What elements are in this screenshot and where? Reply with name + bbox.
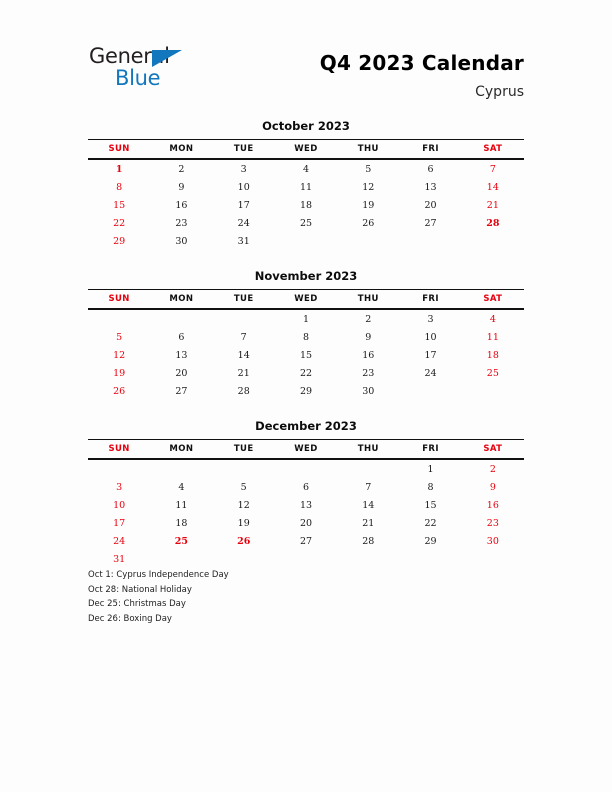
calendar-day-cell[interactable]: 10 xyxy=(113,499,126,511)
calendar-week-row xyxy=(88,214,524,232)
calendar-day-cell[interactable]: 19 xyxy=(237,517,250,529)
calendar-day-cell[interactable]: 5 xyxy=(116,331,123,343)
calendar-day-cell[interactable]: 27 xyxy=(175,385,188,397)
calendar-cell-empty xyxy=(337,459,399,478)
weekday-header-fri: FRI xyxy=(399,140,461,160)
calendar-cell-empty xyxy=(213,550,275,568)
calendar-day-cell[interactable]: 6 xyxy=(178,331,185,343)
calendar-day-cell[interactable]: 11 xyxy=(299,181,313,193)
calendar-day-cell[interactable]: 5 xyxy=(365,163,372,175)
weekday-header-wed: WED xyxy=(275,290,337,310)
calendar-table-december xyxy=(88,439,524,568)
calendar-day-cell[interactable]: 15 xyxy=(299,349,313,361)
calendar-day-cell[interactable]: 16 xyxy=(175,199,188,211)
holiday-note-item: Oct 28: National Holiday xyxy=(88,584,192,595)
triangle-icon xyxy=(152,50,182,67)
calendar-day-cell[interactable]: 8 xyxy=(302,331,309,343)
calendar-day-cell[interactable]: 30 xyxy=(175,235,188,247)
page-title: Q4 2023 Calendar xyxy=(319,51,524,75)
calendar-day-cell[interactable]: 27 xyxy=(424,217,437,229)
calendar-day-cell[interactable]: 25 xyxy=(174,535,189,547)
calendar-day-cell[interactable]: 18 xyxy=(299,199,313,211)
calendar-day-cell[interactable]: 28 xyxy=(486,217,500,229)
calendar-day-cell[interactable]: 17 xyxy=(237,199,250,211)
calendar-week-row xyxy=(88,196,524,214)
calendar-day-cell[interactable]: 24 xyxy=(113,535,126,547)
logo-text-general: General xyxy=(89,44,170,68)
calendar-cell-empty xyxy=(462,382,524,400)
weekday-header-sun: SUN xyxy=(88,140,150,160)
calendar-day-cell[interactable]: 27 xyxy=(299,535,313,547)
calendar-day-cell[interactable]: 24 xyxy=(424,367,437,379)
calendar-day-cell[interactable]: 31 xyxy=(113,553,126,565)
calendar-day-cell[interactable]: 11 xyxy=(486,331,499,343)
calendar-day-cell[interactable]: 12 xyxy=(237,499,250,511)
calendar-day-cell[interactable]: 16 xyxy=(486,499,499,511)
calendar-cell-empty xyxy=(213,309,275,328)
calendar-day-cell[interactable]: 15 xyxy=(113,199,126,211)
calendar-week-row xyxy=(88,232,524,250)
calendar-week-row xyxy=(88,382,524,400)
month-block-october xyxy=(88,119,524,250)
calendar-day-cell[interactable]: 13 xyxy=(424,181,437,193)
weekday-header-thu: THU xyxy=(337,290,399,310)
calendar-week-row xyxy=(88,514,524,532)
calendar-day-cell[interactable]: 9 xyxy=(489,481,496,493)
calendar-day-cell[interactable]: 29 xyxy=(424,535,437,547)
month-block-november xyxy=(88,269,524,400)
holiday-note-item: Dec 26: Boxing Day xyxy=(88,613,172,624)
weekday-header-tue: TUE xyxy=(213,440,275,460)
weekday-header-wed: WED xyxy=(275,440,337,460)
calendar-day-cell[interactable]: 22 xyxy=(299,367,313,379)
calendar-week-row xyxy=(88,309,524,328)
calendar-week-row xyxy=(88,346,524,364)
calendar-day-cell[interactable]: 22 xyxy=(113,217,126,229)
page-header xyxy=(0,0,612,110)
calendar-week-row xyxy=(88,159,524,178)
weekday-header-sun: SUN xyxy=(88,290,150,310)
calendar-day-cell[interactable]: 29 xyxy=(113,235,126,247)
calendar-day-cell[interactable]: 9 xyxy=(365,331,372,343)
weekday-header-mon: MON xyxy=(150,140,212,160)
calendar-day-cell[interactable]: 26 xyxy=(113,385,126,397)
calendar-body xyxy=(88,459,524,568)
calendar-day-cell[interactable]: 20 xyxy=(424,199,437,211)
weekday-header-tue: TUE xyxy=(213,140,275,160)
calendar-day-cell[interactable]: 16 xyxy=(362,349,375,361)
calendar-day-cell[interactable]: 23 xyxy=(362,367,375,379)
calendar-day-cell[interactable]: 25 xyxy=(486,367,499,379)
calendar-day-cell[interactable]: 8 xyxy=(116,181,123,193)
calendar-cell-empty xyxy=(150,309,212,328)
logo-text-blue: Blue xyxy=(115,66,161,90)
calendar-table-october xyxy=(88,139,524,250)
calendar-day-cell[interactable]: 10 xyxy=(424,331,437,343)
calendar-cell-empty xyxy=(150,550,212,568)
calendar-cell-empty xyxy=(337,232,399,250)
calendar-day-cell[interactable]: 30 xyxy=(362,385,375,397)
weekday-header-mon: MON xyxy=(150,440,212,460)
weekday-header-sat: SAT xyxy=(462,440,524,460)
calendar-day-cell[interactable]: 11 xyxy=(175,499,188,511)
calendar-week-row xyxy=(88,550,524,568)
calendar-day-cell[interactable]: 28 xyxy=(237,385,250,397)
month-title: October 2023 xyxy=(262,119,350,133)
weekday-header-thu: THU xyxy=(337,440,399,460)
weekday-header-mon: MON xyxy=(150,290,212,310)
calendar-day-cell[interactable]: 1 xyxy=(115,163,123,175)
calendar-cell-empty xyxy=(337,550,399,568)
holiday-note-item: Dec 25: Christmas Day xyxy=(88,599,186,610)
calendar-day-cell[interactable]: 2 xyxy=(178,163,185,175)
month-title: December 2023 xyxy=(255,419,357,433)
month-title: November 2023 xyxy=(254,269,358,283)
calendar-day-cell[interactable]: 6 xyxy=(427,163,434,175)
weekday-header-sat: SAT xyxy=(462,140,524,160)
calendar-day-cell[interactable]: 3 xyxy=(427,313,434,325)
weekday-header-wed: WED xyxy=(275,140,337,160)
calendar-cell-empty xyxy=(275,232,337,250)
weekday-header-row xyxy=(88,290,524,310)
calendar-day-cell[interactable]: 22 xyxy=(424,517,437,529)
calendar-week-row xyxy=(88,328,524,346)
month-block-december xyxy=(88,419,524,568)
calendar-cell-empty xyxy=(213,459,275,478)
calendar-day-cell[interactable]: 6 xyxy=(302,481,309,493)
calendar-day-cell[interactable]: 4 xyxy=(489,313,496,325)
weekday-header-thu: THU xyxy=(337,140,399,160)
calendar-week-row xyxy=(88,364,524,382)
weekday-header-row xyxy=(88,440,524,460)
calendar-day-cell[interactable]: 1 xyxy=(302,313,309,325)
calendar-cell-empty xyxy=(275,459,337,478)
calendar-day-cell[interactable]: 7 xyxy=(365,481,372,493)
calendar-week-row xyxy=(88,459,524,478)
calendar-day-cell[interactable]: 23 xyxy=(175,217,188,229)
weekday-header-sat: SAT xyxy=(462,290,524,310)
calendar-day-cell[interactable]: 12 xyxy=(362,181,375,193)
calendar-day-cell[interactable]: 19 xyxy=(113,367,126,379)
calendar-day-cell[interactable]: 19 xyxy=(362,199,375,211)
calendar-body xyxy=(88,309,524,400)
holiday-note-item: Oct 1: Cyprus Independence Day xyxy=(88,570,229,580)
calendar-day-cell[interactable]: 13 xyxy=(299,499,313,511)
calendar-cell-empty xyxy=(150,459,212,478)
calendar-day-cell[interactable]: 29 xyxy=(299,385,313,397)
holiday-notes-list xyxy=(88,568,488,626)
calendar-day-cell[interactable]: 26 xyxy=(362,217,375,229)
calendar-day-cell[interactable]: 14 xyxy=(362,499,375,511)
calendar-day-cell[interactable]: 9 xyxy=(178,181,185,193)
calendar-week-row xyxy=(88,532,524,550)
calendar-table-november xyxy=(88,289,524,400)
calendar-day-cell[interactable]: 14 xyxy=(237,349,250,361)
calendar-day-cell[interactable]: 7 xyxy=(489,163,496,175)
calendar-day-cell[interactable]: 21 xyxy=(486,199,499,211)
calendar-cell-empty xyxy=(462,550,524,568)
calendar-day-cell[interactable]: 31 xyxy=(237,235,250,247)
calendar-day-cell[interactable]: 2 xyxy=(489,463,496,475)
calendar-day-cell[interactable]: 7 xyxy=(240,331,247,343)
calendar-day-cell[interactable]: 10 xyxy=(237,181,250,193)
calendar-day-cell[interactable]: 24 xyxy=(237,217,250,229)
calendar-week-row xyxy=(88,178,524,196)
calendar-day-cell[interactable]: 28 xyxy=(362,535,375,547)
generalblue-logo[interactable] xyxy=(89,46,209,92)
calendar-day-cell[interactable]: 3 xyxy=(240,163,247,175)
calendar-day-cell[interactable]: 18 xyxy=(486,349,499,361)
calendar-day-cell[interactable]: 3 xyxy=(116,481,123,493)
calendar-day-cell[interactable]: 5 xyxy=(240,481,247,493)
title-block xyxy=(320,52,524,100)
calendar-day-cell[interactable]: 8 xyxy=(427,481,434,493)
calendar-day-cell[interactable]: 4 xyxy=(302,163,309,175)
calendar-day-cell[interactable]: 18 xyxy=(175,517,188,529)
calendar-day-cell[interactable]: 2 xyxy=(365,313,372,325)
calendar-day-cell[interactable]: 1 xyxy=(427,463,434,475)
calendar-day-cell[interactable]: 26 xyxy=(237,535,251,547)
calendar-day-cell[interactable]: 4 xyxy=(178,481,185,493)
weekday-header-sun: SUN xyxy=(88,440,150,460)
calendar-cell-empty xyxy=(275,550,337,568)
calendar-day-cell[interactable]: 21 xyxy=(237,367,250,379)
calendar-week-row xyxy=(88,496,524,514)
weekday-header-fri: FRI xyxy=(399,290,461,310)
calendar-cell-empty xyxy=(88,459,150,478)
calendar-day-cell[interactable]: 12 xyxy=(113,349,126,361)
calendar-day-cell[interactable]: 13 xyxy=(175,349,188,361)
calendar-day-cell[interactable]: 30 xyxy=(486,535,499,547)
calendar-cell-empty xyxy=(462,232,524,250)
calendar-cell-empty xyxy=(399,382,461,400)
calendar-day-cell[interactable]: 17 xyxy=(113,517,126,529)
calendar-day-cell[interactable]: 17 xyxy=(424,349,437,361)
calendar-cell-empty xyxy=(399,232,461,250)
calendar-cell-empty xyxy=(399,550,461,568)
calendar-day-cell[interactable]: 15 xyxy=(424,499,437,511)
calendar-cell-empty xyxy=(88,309,150,328)
weekday-header-fri: FRI xyxy=(399,440,461,460)
calendar-body xyxy=(88,159,524,250)
calendar-day-cell[interactable]: 23 xyxy=(486,517,499,529)
calendar-day-cell[interactable]: 20 xyxy=(175,367,188,379)
calendar-day-cell[interactable]: 14 xyxy=(486,181,499,193)
calendar-week-row xyxy=(88,478,524,496)
calendar-day-cell[interactable]: 25 xyxy=(299,217,313,229)
weekday-header-tue: TUE xyxy=(213,290,275,310)
page-subtitle-country: Cyprus xyxy=(475,84,524,100)
weekday-header-row xyxy=(88,140,524,160)
calendar-day-cell[interactable]: 21 xyxy=(362,517,375,529)
calendar-day-cell[interactable]: 20 xyxy=(299,517,313,529)
